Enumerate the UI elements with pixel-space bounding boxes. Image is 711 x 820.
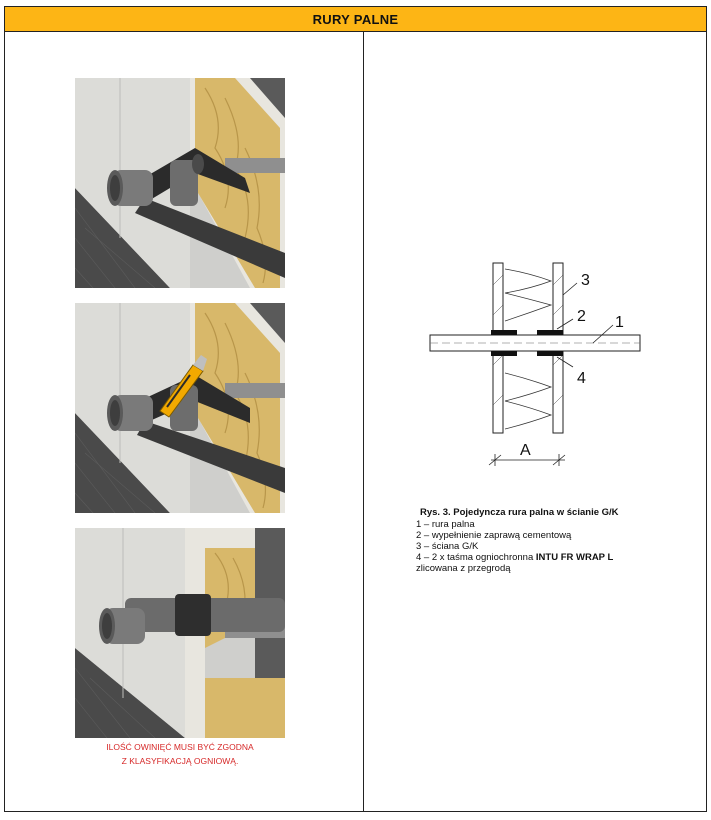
installation-illustration-3 — [75, 528, 285, 738]
photo-step-2 — [75, 303, 285, 513]
label-1: 1 — [615, 314, 624, 331]
tape-bottom-left — [491, 351, 517, 356]
tape-bottom-right — [537, 351, 563, 356]
tape-top-left — [491, 330, 517, 335]
caption-item-3: 3 – ściana G/K — [416, 541, 479, 552]
installation-illustration-1 — [75, 78, 285, 288]
caption-item-2: 2 – wypełnienie zaprawą cementową — [416, 530, 572, 541]
caption-title: Rys. 3. Pojedyncza rura palna w ścianie G/K — [420, 507, 619, 518]
caption-item-4-product: INTU FR WRAP L — [535, 552, 614, 563]
caption-item-5: zlicowana z przegrodą — [416, 563, 511, 574]
caption-item-4-text: 4 – 2 x taśma ogniochronna — [416, 552, 536, 563]
label-4: 4 — [577, 370, 586, 387]
caption-item-4 — [416, 552, 696, 563]
installation-illustration-2 — [75, 303, 285, 513]
cross-section-diagram — [425, 255, 650, 475]
column-divider — [363, 32, 364, 811]
note-line-1: ILOŚĆ OWINIĘĆ MUSI BYĆ ZGODNA — [106, 742, 254, 752]
caption-item-1: 1 – rura palna — [416, 519, 475, 530]
label-2: 2 — [577, 308, 586, 325]
section-header — [5, 7, 706, 32]
label-3: 3 — [581, 272, 590, 289]
wrap-count-note — [60, 740, 300, 768]
photo-step-1 — [75, 78, 285, 288]
photo-step-3 — [75, 528, 285, 738]
tape-top-right — [537, 330, 563, 335]
section-title: RURY PALNE — [312, 11, 399, 27]
note-line-2: Z KLASYFIKACJĄ OGNIOWĄ. — [121, 756, 239, 766]
figure-caption — [416, 507, 696, 574]
pipe-cross-section — [425, 255, 650, 475]
dimension-label: A — [520, 442, 531, 459]
